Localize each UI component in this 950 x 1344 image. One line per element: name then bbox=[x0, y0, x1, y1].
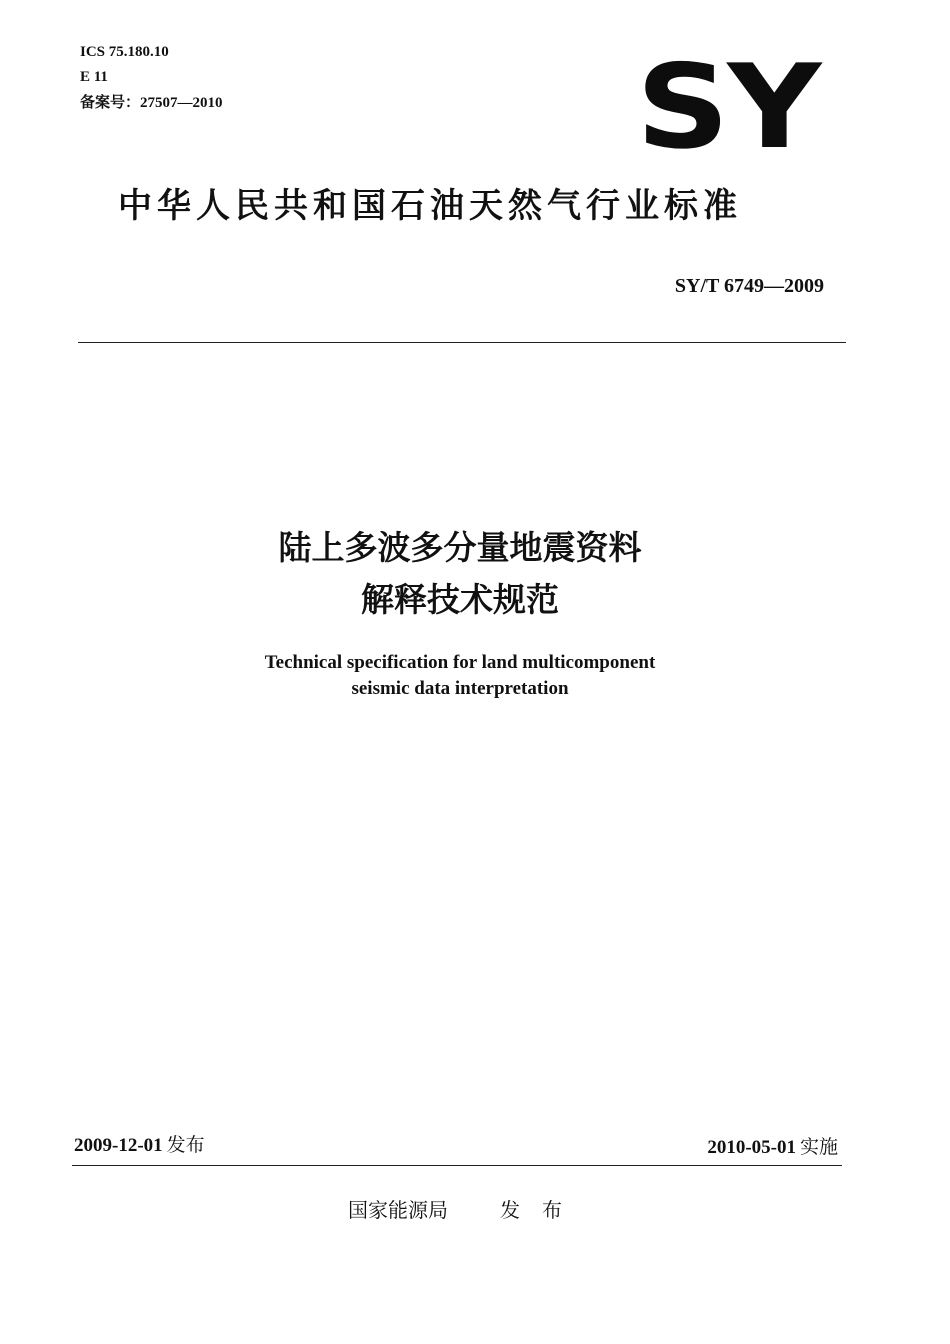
top-divider bbox=[78, 342, 846, 343]
sy-logo: SY bbox=[636, 40, 820, 175]
document-title-cn-line2: 解释技术规范 bbox=[361, 580, 559, 619]
ics-code: ICS 75.180.10 bbox=[80, 44, 169, 60]
issuing-authority: 国家能源局 bbox=[348, 1198, 448, 1222]
issuing-verb: 发布 bbox=[500, 1198, 584, 1222]
document-title-en-line1: Technical specification for land multicomponent bbox=[264, 652, 656, 673]
standard-number: SY/T 6749—2009 bbox=[674, 275, 824, 297]
issue-label: 发布 bbox=[166, 1134, 205, 1156]
implementation-label: 实施 bbox=[799, 1136, 838, 1158]
classification-code: E 11 bbox=[80, 69, 108, 85]
issue-date-block bbox=[74, 1133, 205, 1158]
implementation-date-block bbox=[707, 1135, 838, 1160]
bottom-divider bbox=[72, 1165, 842, 1166]
implementation-date: 2010-05-01 bbox=[707, 1137, 796, 1158]
document-title-en-line2: seismic data interpretation bbox=[351, 678, 569, 699]
issue-date: 2009-12-01 bbox=[74, 1135, 163, 1156]
record-number: 备案号：27507—2010 bbox=[80, 95, 223, 111]
standard-category-title: 中华人民共和国石油天然气行业标准 bbox=[118, 186, 742, 226]
document-title-cn-line1: 陆上多波多分量地震资料 bbox=[278, 528, 642, 567]
